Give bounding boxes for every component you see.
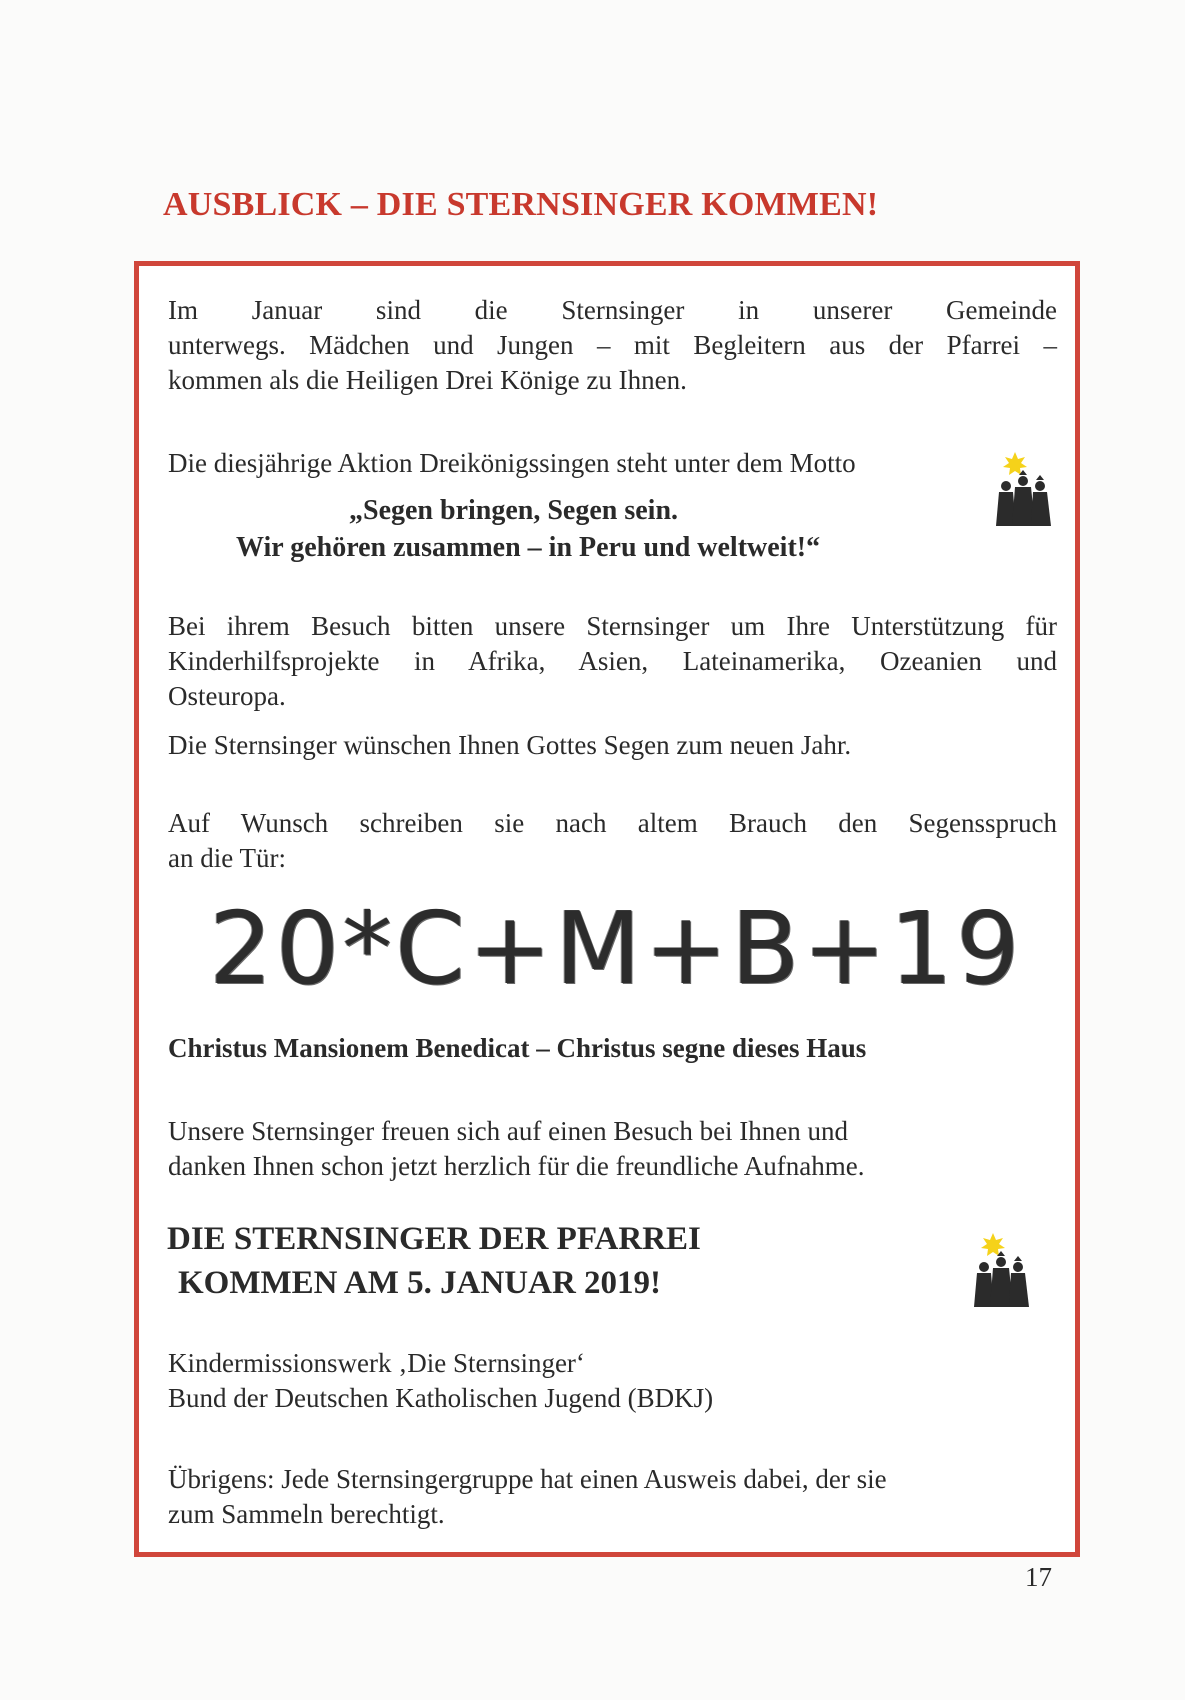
page-title: AUSBLICK – DIE STERNSINGER KOMMEN! [163,186,879,223]
note-line: zum Sammeln berechtigt. [168,1499,445,1529]
request-line: Osteuropa. [168,681,286,711]
motto-line: „Segen bringen, Segen sein. [349,495,679,526]
motto-line: Wir gehören zusammen – in Peru und weltweit!“ [236,532,821,563]
announcement-line: DIE STERNSINGER DER PFARREI [167,1221,701,1257]
intro-line: unterwegs. Mädchen und Jungen – mit Begleitern aus der Pfarrei – [168,330,1057,360]
thanks-paragraph [168,1114,864,1184]
request-line: Bei ihrem Besuch bitten unsere Sternsinger um Ihre Unterstützung für [168,611,1057,641]
thanks-line: Unsere Sternsinger freuen sich auf einen Besuch bei Ihnen und [168,1116,849,1146]
request-line: Kinderhilfsprojekte in Afrika, Asien, Lateinamerika, Ozeanien und [168,646,1057,676]
blessing-text: Die Sternsinger wünschen Ihnen Gottes Segen zum neuen Jahr. [168,730,852,760]
door-line: Auf Wunsch schreiben sie nach altem Brauch den Segensspruch [168,808,1057,838]
note-line: Übrigens: Jede Sternsingergruppe hat einen Ausweis dabei, der sie [168,1464,887,1494]
blessing-inscription: 20*C+M+B+19 [209,890,1023,1007]
organization-line: Kindermissionswerk ‚Die Sternsinger‘ [168,1348,585,1378]
request-paragraph [168,609,1057,714]
organization-line: Bund der Deutschen Katholischen Jugend (BDKJ) [168,1383,714,1413]
announcement-line: KOMMEN AM 5. JANUAR 2019! [178,1265,662,1301]
organizations [168,1346,713,1416]
door-paragraph [168,806,1057,876]
three-kings-icon [991,450,1057,530]
door-line: an die Tür: [168,843,286,873]
note-paragraph [168,1462,887,1532]
intro-paragraph [168,293,1057,398]
intro-line: kommen als die Heiligen Drei Könige zu Ihnen. [168,365,687,395]
thanks-line: danken Ihnen schon jetzt herzlich für die freundliche Aufnahme. [168,1151,865,1181]
content-frame [134,261,1080,1557]
three-kings-icon [969,1231,1035,1311]
latin-translation: Christus Mansionem Benedicat – Christus segne dieses Haus [168,1033,867,1063]
page-number: 17 [1025,1562,1052,1592]
intro-line: Im Januar sind die Sternsinger in unserer Gemeinde [168,295,1057,325]
motto-intro: Die diesjährige Aktion Dreikönigssingen steht unter dem Motto [168,448,856,478]
